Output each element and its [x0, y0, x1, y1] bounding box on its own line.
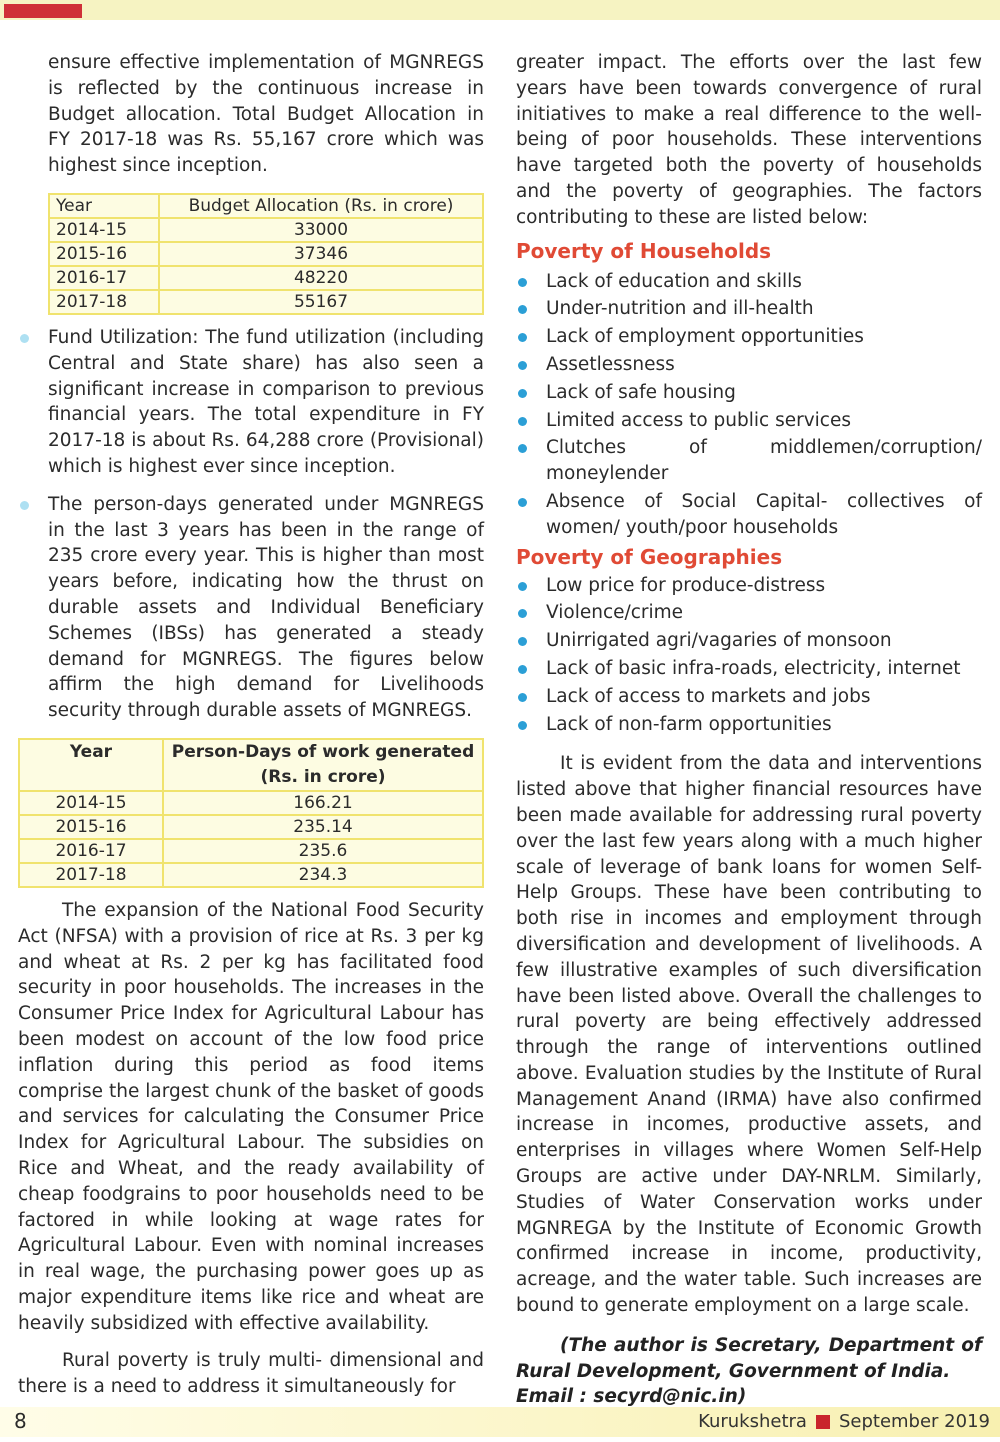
list-item-text: Absence of Social Capital- collectives of women/ youth/poor households: [546, 490, 982, 538]
list-item-text: Assetlessness: [546, 353, 675, 375]
list-item: [18, 492, 484, 724]
bullet-icon: [518, 609, 527, 618]
footer-masthead: [698, 1411, 990, 1432]
bullet-icon: [518, 721, 527, 730]
table-header-row: [49, 194, 483, 218]
list-item-text: Low price for produce-distress: [546, 574, 826, 596]
list-item: [516, 352, 982, 378]
list-item: [18, 325, 484, 480]
table-row: [49, 266, 483, 290]
person-days-table: [18, 738, 484, 888]
table-cell-value: 235.14: [163, 815, 483, 839]
table-row: [19, 815, 483, 839]
bullet-icon: [518, 305, 527, 314]
table-cell-year: 2014-15: [49, 218, 159, 242]
author-note-text: (The author is Secretary, Department of Rural Development, Government of India.: [516, 1334, 982, 1382]
table-cell-value: 166.21: [163, 791, 483, 815]
list-item-text: Lack of basic infra-roads, electricity, internet: [546, 657, 961, 679]
table-header-person-days: Person-Days of work generated (Rs. in crore): [163, 739, 483, 791]
bullet-icon: [518, 693, 527, 702]
list-item-text: Clutches of middlemen/corruption/ moneylender: [546, 437, 982, 485]
issue-date: September 2019: [838, 1411, 990, 1432]
list-item: [516, 324, 982, 350]
list-item-text: Lack of non-farm opportunities: [546, 713, 832, 735]
person-days-table-wrap: [18, 738, 484, 888]
left-column: [18, 50, 484, 1400]
bullet-icon: [518, 637, 527, 646]
bullet-icon: [518, 417, 527, 426]
list-item: [516, 489, 982, 541]
list-item-text: Lack of access to markets and jobs: [546, 685, 871, 707]
list-item: [516, 269, 982, 295]
table-cell-value: 234.3: [163, 863, 483, 887]
bullet-icon: [20, 334, 29, 343]
page-number: 8: [14, 1409, 27, 1433]
list-item-text: Lack of employment opportunities: [546, 326, 864, 348]
list-item-text: Under-nutrition and ill-health: [546, 298, 814, 320]
list-item: [516, 712, 982, 738]
right-paragraph-intro: greater impact. The efforts over the last few years have been towards convergence of rural initiatives to make a real difference to the well-being of poor households. These interventions have targeted both the poverty of households and the poverty of geographies. The factors contributing to these are listed below:: [516, 52, 982, 228]
table-header-row: [19, 739, 483, 791]
budget-allocation-table: [48, 193, 484, 315]
list-item: [516, 296, 982, 322]
left-paragraph-intro: ensure effective implementation of MGNREGS is reflected by the continuous increase in Budget allocation. Total Budget Allocation in FY 2017-18 was Rs. 55,167 crore which was highest since inception.: [48, 52, 484, 177]
bullet-icon: [518, 333, 527, 342]
list-item: [516, 435, 982, 487]
table-row: [49, 290, 483, 314]
magazine-name: Kurukshetra: [698, 1411, 807, 1432]
bullet-icon: [20, 501, 29, 510]
left-paragraph-nfsa: The expansion of the National Food Security Act (NFSA) with a provision of rice at Rs. 3 per kg and wheat at Rs. 2 per kg has facilitated food security in poor households. The increases in the Consumer Price Index for Agricultural Labour has been modest on account of the low food price inflation during this period as food items comprise the largest chunk of the basket of goods and services for calculating the Consumer Price Index for Agricultural Labour. The subsidies on Rice and Wheat, and the ready availability of cheap foodgrains to poor households need to be factored in while looking at wage rates for Agricultural Labour. Even with nominal increases in real wage, the purchasing power goes up as major expenditure items like rice and wheat are heavily subsidized with effective availability.: [18, 899, 484, 1334]
red-square-icon: [816, 1415, 830, 1429]
heading-poverty-geographies: Poverty of Geographies: [516, 544, 783, 569]
right-paragraph-conclusion: It is evident from the data and interventions listed above that higher financial resources have been made available for addressing rural poverty over the last few years along with a much higher scale of leverage of bank loans for women Self-Help Groups. These have been contributing to both rise in incomes and employment through diversification and development of livelihoods. A few illustrative examples of such diversification have been listed above. Overall the challenges to rural poverty are being effectively addressed through the range of interventions outlined above. Evaluation studies by the Institute of Rural Management Anand (IRMA) have also confirmed increase in incomes, productive assets, and enterprises in villages where Women Self-Help Groups are active under DAY-NRLM. Similarly, Studies of Water Conservation works under MGNREGA by the Institute of Economic Growth confirmed increase in income, productivity, acreage, and the water table. Such increases are bound to generate employment on a large scale.: [516, 753, 982, 1317]
households-factor-list: [516, 269, 982, 541]
list-item-text: Lack of safe housing: [546, 381, 736, 403]
table-cell-year: 2017-18: [49, 290, 159, 314]
bullet-icon: [518, 665, 527, 674]
bullet-icon: [518, 498, 527, 507]
table-cell-year: 2015-16: [49, 242, 159, 266]
table-row: [49, 218, 483, 242]
list-item: [516, 656, 982, 682]
top-red-tab: [4, 4, 82, 18]
table-cell-year: 2015-16: [19, 815, 163, 839]
heading-poverty-households: Poverty of Households: [516, 238, 772, 263]
bullet-icon: [518, 361, 527, 370]
bullet-icon: [518, 278, 527, 287]
table-row: [19, 863, 483, 887]
table-cell-year: 2017-18: [19, 863, 163, 887]
list-item: [516, 600, 982, 626]
author-note: [516, 1333, 982, 1410]
table-header-year: Year: [19, 739, 163, 791]
left-paragraph-rural-poverty: Rural poverty is truly multi- dimensional and there is a need to address it simultaneously for: [18, 1350, 484, 1398]
list-item: [516, 380, 982, 406]
bullet-icon: [518, 389, 527, 398]
bullet-icon: [518, 444, 527, 453]
table-cell-value: 33000: [159, 218, 483, 242]
left-bullet-list: [18, 325, 484, 724]
table-cell-value: 37346: [159, 242, 483, 266]
list-item: [516, 573, 982, 599]
bullet-text: The person-days generated under MGNREGS in the last 3 years has been in the range of 235 crore every year. This is higher than most years before, indicating how the thrust on durable assets and Individual Beneficiary Schemes (IBSs) has generated a steady demand for MGNREGS. The figures below affirm the high demand for Livelihoods security through durable assets of MGNREGS.: [48, 493, 484, 722]
table-cell-value: 55167: [159, 290, 483, 314]
table-row: [49, 242, 483, 266]
table-cell-value: 235.6: [163, 839, 483, 863]
list-item-text: Lack of education and skills: [546, 270, 802, 292]
bullet-text: Fund Utilization: The fund utilization (including Central and State share) has also seen a significant increase in comparison to previous financial years. The total expenditure in FY 2017-18 is about Rs. 64,288 crore (Provisional) which is highest ever since inception.: [48, 326, 484, 477]
list-item: [516, 628, 982, 654]
author-email: Email : secyrd@nic.in): [516, 1386, 747, 1408]
table-row: [19, 791, 483, 815]
geographies-factor-list: [516, 573, 982, 738]
table-row: [19, 839, 483, 863]
table-header-year: Year: [49, 194, 159, 218]
list-item: [516, 408, 982, 434]
table-cell-year: 2014-15: [19, 791, 163, 815]
list-item-text: Violence/crime: [546, 602, 684, 624]
list-item: [516, 684, 982, 710]
table-header-budget: Budget Allocation (Rs. in crore): [159, 194, 483, 218]
top-decorative-bar: [0, 0, 1000, 20]
budget-table-wrap: [18, 193, 484, 315]
table-cell-year: 2016-17: [49, 266, 159, 290]
right-column: [516, 50, 982, 1410]
table-cell-value: 48220: [159, 266, 483, 290]
bullet-icon: [518, 582, 527, 591]
table-cell-year: 2016-17: [19, 839, 163, 863]
list-item-text: Limited access to public services: [546, 409, 851, 431]
list-item-text: Unirrigated agri/vagaries of monsoon: [546, 630, 892, 652]
